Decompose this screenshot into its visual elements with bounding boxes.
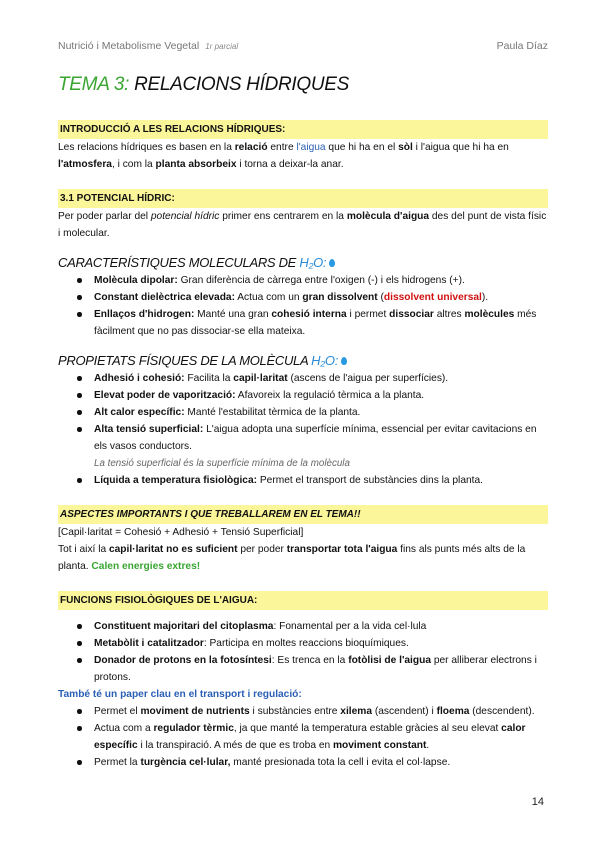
list-item	[58, 652, 548, 686]
list-item	[58, 472, 548, 489]
list-item	[58, 404, 548, 421]
list-item	[58, 754, 548, 771]
item-bold: molècules	[464, 309, 515, 320]
item-text: i permet	[346, 309, 390, 320]
list-item	[58, 421, 548, 455]
text: que hi ha en el	[325, 142, 399, 153]
item-text: per alliberar electrons i protons.	[94, 655, 537, 683]
header-author: Paula Díaz	[496, 40, 548, 52]
list-item	[58, 370, 548, 387]
water-drop-icon	[329, 259, 335, 267]
bullet-icon	[77, 641, 82, 646]
item-text: ).	[481, 292, 489, 303]
text: des del punt de vista físic i molecular.	[58, 211, 547, 239]
item-text: (descendent).	[469, 706, 535, 717]
bullet-icon	[77, 658, 82, 663]
title-number: TEMA 3:	[58, 74, 130, 95]
list-item	[58, 289, 548, 306]
text-highlight-green: Calen energies extres!	[91, 561, 201, 572]
section-heading-funcions: FUNCIONS FISIOLÒGIQUES DE L'AIGUA:	[58, 591, 548, 610]
item-bold: gran dissolvent	[302, 292, 378, 303]
text: Les relacions hídriques es basen en la	[58, 142, 235, 153]
propietats-list-cont	[58, 472, 548, 489]
item-bold: capil·laritat	[233, 373, 288, 384]
title-text: RELACIONS HÍDRIQUES	[134, 74, 350, 95]
text-bold: l'atmosfera	[58, 159, 112, 170]
text-italic: potencial hídric	[150, 211, 220, 222]
text: primer ens centrarem en la	[219, 211, 347, 222]
item-highlight-red: dissolvent universal	[383, 292, 482, 303]
subheading-caracteristiques	[58, 254, 548, 272]
transport-list	[58, 703, 548, 771]
item-bold: fotòlisi de l'aigua	[348, 655, 431, 666]
item-bold: regulador tèrmic	[153, 723, 234, 734]
text: i l'aigua que hi ha en	[412, 142, 509, 153]
item-text: (ascens de l'aigua per superfícies).	[287, 373, 449, 384]
item-term: Donador de protons en la fotosíntesi	[94, 655, 272, 666]
text: CARACTERÍSTIQUES MOLECULARS DE	[58, 255, 300, 270]
item-bold: cohesió interna	[271, 309, 347, 320]
item-term: Elevat poder de vaporització:	[94, 390, 236, 401]
item-bold: dissociar	[389, 309, 434, 320]
item-term: Constant dielèctrica elevada:	[94, 292, 235, 303]
item-text: .	[426, 740, 430, 751]
page-content	[58, 72, 548, 771]
item-term: Constituent majoritari del citoplasma	[94, 621, 274, 632]
item-text: , ja que manté la temperatura estable gràcies al seu elevat	[233, 723, 502, 734]
text-bold: transportar tota l'aigua	[286, 544, 398, 555]
item-text: Permet el	[94, 706, 141, 717]
item-text: i substàncies entre	[249, 706, 341, 717]
item-text: Permet el transport de substàncies dins la planta.	[257, 475, 483, 486]
text: fins als punts més alts de la planta.	[58, 544, 526, 572]
list-item	[58, 618, 548, 635]
water-drop-icon	[341, 357, 347, 365]
caracteristiques-list	[58, 272, 548, 340]
header-subtitle: 1r parcial	[205, 42, 239, 51]
capillarity-formula: [Capil·laritat = Cohesió + Adhesió + Tensió Superficial]	[58, 527, 304, 538]
item-text: i la transpiració. A més de que es troba en	[137, 740, 333, 751]
tension-note: La tensió superficial és la superfície mínima de la molècula	[94, 458, 350, 469]
item-text: Gran diferència de càrrega entre l'oxigen (-) i els hidrogens (+).	[177, 275, 465, 286]
bullet-icon	[77, 312, 82, 317]
item-text: (ascendent) i	[372, 706, 437, 717]
section-heading-aspectes: ASPECTES IMPORTANTS I QUE TREBALLAREM EN EL TEMA!!	[58, 505, 548, 524]
header-course-title: Nutrició i Metabolisme Vegetal	[58, 40, 200, 52]
text: i torna a deixar-la anar.	[236, 159, 344, 170]
text-bold: molècula d'aigua	[346, 211, 430, 222]
item-term: Molècula dipolar:	[94, 275, 178, 286]
text: , i com la	[111, 159, 156, 170]
list-item	[58, 272, 548, 289]
bullet-icon	[77, 295, 82, 300]
section-heading-potencial: 3.1 POTENCIAL HÍDRIC:	[58, 189, 548, 208]
aspectes-paragraph	[58, 541, 548, 575]
item-term: Enllaços d'hidrogen:	[94, 309, 195, 320]
text-highlight: l'aigua	[296, 142, 326, 153]
item-bold: turgència cel·lular,	[140, 757, 231, 768]
item-term: Metabòlit i catalitzador	[94, 638, 204, 649]
list-item	[58, 635, 548, 652]
item-term: Adhesió i cohesió:	[94, 373, 185, 384]
propietats-list	[58, 370, 548, 455]
item-term: Alta tensió superficial:	[94, 424, 204, 435]
text-bold: sòl	[398, 142, 413, 153]
formula-h2o: H₂O:	[299, 255, 327, 270]
item-text: Actua com un	[234, 292, 303, 303]
page-number: 14	[531, 796, 544, 808]
bullet-icon	[77, 726, 82, 731]
item-bold: calor específic	[94, 723, 526, 751]
bullet-icon	[77, 393, 82, 398]
text: Tot i així la	[58, 544, 109, 555]
text: Per poder parlar del	[58, 211, 151, 222]
bullet-icon	[77, 760, 82, 765]
bullet-icon	[77, 709, 82, 714]
text-bold: planta absorbeix	[155, 159, 237, 170]
item-text: (	[377, 292, 384, 303]
formula-h2o: H₂O:	[311, 353, 339, 368]
bullet-icon	[77, 478, 82, 483]
item-text: Manté l'estabilitat tèrmica de la planta.	[184, 407, 361, 418]
item-bold: xilema	[340, 706, 373, 717]
page-header	[58, 40, 548, 56]
funcions-list	[58, 618, 548, 686]
bullet-icon	[77, 427, 82, 432]
list-item	[58, 387, 548, 404]
item-text: Facilita la	[184, 373, 234, 384]
item-text: altres	[433, 309, 465, 320]
list-item	[58, 703, 548, 720]
item-text: : Es trenca en la	[271, 655, 349, 666]
list-item	[58, 306, 548, 340]
intro-paragraph	[58, 139, 548, 173]
page-title	[58, 72, 548, 98]
bullet-icon	[77, 376, 82, 381]
bullet-icon	[77, 278, 82, 283]
text: PROPIETATS FÍSIQUES DE LA MOLÈCULA	[58, 353, 312, 368]
item-text: : Fonamental per a la vida cel·lula	[273, 621, 427, 632]
text-bold: relació	[234, 142, 268, 153]
potencial-paragraph	[58, 208, 548, 242]
header-course	[58, 40, 238, 52]
item-text: Permet la	[94, 757, 141, 768]
text-bold: capil·laritat no es suficient	[108, 544, 238, 555]
item-term: Alt calor específic:	[94, 407, 185, 418]
item-text: Manté una gran	[194, 309, 272, 320]
item-text: més fàcilment que no pas dissociar-se ella mateixa.	[94, 309, 537, 337]
item-term: Líquida a temperatura fisiològica:	[94, 475, 258, 486]
item-text: Actua com a	[94, 723, 154, 734]
bullet-icon	[77, 410, 82, 415]
item-bold: floema	[436, 706, 470, 717]
item-bold: moviment constant	[332, 740, 427, 751]
item-text: : Participa en moltes reaccions bioquímiques.	[203, 638, 409, 649]
text: entre	[267, 142, 297, 153]
item-text: Afavoreix la regulació tèrmica a la planta.	[235, 390, 425, 401]
item-text: manté presionada tota la cell i evita el col·lapse.	[230, 757, 451, 768]
text: per poder	[237, 544, 287, 555]
section-heading-intro: INTRODUCCIÓ A LES RELACIONS HÍDRIQUES:	[58, 120, 548, 139]
item-bold: moviment de nutrients	[140, 706, 250, 717]
transport-heading: També té un paper clau en el transport i regulació:	[58, 689, 302, 700]
subheading-propietats	[58, 352, 548, 370]
list-item	[58, 720, 548, 754]
bullet-icon	[77, 624, 82, 629]
item-text: L'aigua adopta una superfície mínima, essencial per evitar cavitacions en els vasos conductors.	[94, 424, 537, 452]
